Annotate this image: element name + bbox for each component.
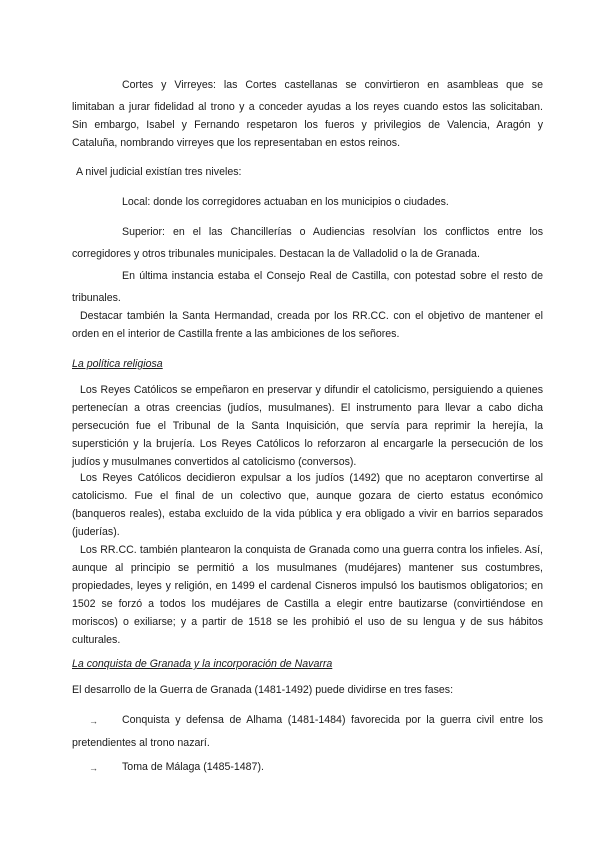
granada-intro: El desarrollo de la Guerra de Granada (1481-1492) puede dividirse en tres fases: bbox=[72, 684, 454, 696]
arrow-icon: → bbox=[89, 763, 98, 773]
superior-line-1: Superior: en el las Chancillerías o Audiencias resolvían los conflictos entre los bbox=[122, 226, 543, 238]
religiosa-p2-line: (banqueros reales), estaba excluido de la vida pública y era obligado a vivir en barrios separados bbox=[72, 508, 543, 520]
religiosa-p3-line: Los RR.CC. también plantearon la conquista de Granada como una guerra contra los infieles. Así, bbox=[80, 544, 543, 556]
cortes-line-4: Cataluña, nombrando virreyes que los representaban en estos reinos. bbox=[72, 137, 401, 149]
religiosa-p2-line: Los Reyes Católicos decidieron expulsar a los judíos (1492) que no aceptaron convertirse al bbox=[80, 472, 543, 484]
religiosa-p1-line: pertenecían a otras creencias (judíos, musulmanes). El instrumento para llevar a cabo dicha bbox=[72, 402, 543, 414]
cortes-line-1: Cortes y Virreyes: las Cortes castellanas se convirtieron en asambleas que se bbox=[122, 79, 543, 91]
cortes-line-2: limitaban a jurar fidelidad al trono y a conceder ayudas a los reyes cuando estos las solicitaban. bbox=[72, 101, 543, 113]
religiosa-p3-line: culturales. bbox=[72, 634, 121, 646]
hermandad-line-1: Destacar también la Santa Hermandad, creada por los RR.CC. con el objetivo de mantener el bbox=[80, 310, 543, 322]
religiosa-p3-line: 1502 se forzó a todos los mudéjares de Castilla a elegir entre bautizarse (convirtiéndose en bbox=[72, 598, 543, 610]
hermandad-line-2: orden en el interior de Castilla frente a las ambiciones de los señores. bbox=[72, 328, 400, 340]
cortes-line-3: Sin embargo, Isabel y Fernando respetaron los fueros y privilegios de Valencia, Aragón y bbox=[72, 119, 543, 131]
religiosa-p1-line: judíos y musulmanes convertidos al catolicismo (conversos). bbox=[72, 456, 357, 468]
religiosa-p3-line: propiedades, leyes y religión, en 1499 el cardenal Cisneros impulsó los bautismos obligatorios; en bbox=[72, 580, 543, 592]
local-level: Local: donde los corregidores actuaban en los municipios o ciudades. bbox=[122, 196, 449, 208]
fase1-line-1: Conquista y defensa de Alhama (1481-1484) favorecida por la guerra civil entre los bbox=[122, 714, 543, 726]
religiosa-p1-line: superstición y la brujería. Los Reyes Católicos lo reforzaron al encargarle la persecución de los bbox=[72, 438, 543, 450]
religiosa-p2-line: catolicismo. Fue el final de un colectivo que, aunque gozara de cierto estatus económico bbox=[72, 490, 543, 502]
ultima-line-2: tribunales. bbox=[72, 292, 121, 304]
heading-politica-religiosa: La política religiosa bbox=[72, 358, 163, 370]
heading-conquista-granada: La conquista de Granada y la incorporación de Navarra bbox=[72, 658, 333, 670]
fase1-line-2: pretendientes al trono nazarí. bbox=[72, 737, 210, 749]
religiosa-p2-line: (juderías). bbox=[72, 526, 120, 538]
religiosa-p1-line: Los Reyes Católicos se empeñaron en preservar y difundir el catolicismo, persiguiendo a quienes bbox=[80, 384, 543, 396]
religiosa-p3-line: moriscos) o exiliarse; y a partir de 1518 se les prohibió el uso de su lengua y de sus hábitos bbox=[72, 616, 543, 628]
ultima-line-1: En última instancia estaba el Consejo Real de Castilla, con potestad sobre el resto de bbox=[122, 270, 543, 282]
religiosa-p1-line: persecución fue el Tribunal de la Santa Inquisición, que servía para reprimir la herejía, la bbox=[72, 420, 543, 432]
arrow-icon: → bbox=[89, 716, 98, 726]
judicial-intro: A nivel judicial existían tres niveles: bbox=[76, 166, 242, 178]
fase2-line: Toma de Málaga (1485-1487). bbox=[122, 761, 264, 773]
religiosa-p3-line: aunque al principio se permitió a los musulmanes (mudéjares) mantener sus costumbres, bbox=[72, 562, 543, 574]
superior-line-2: corregidores y otros tribunales municipales. Destacan la de Valladolid o la de Granada. bbox=[72, 248, 480, 260]
